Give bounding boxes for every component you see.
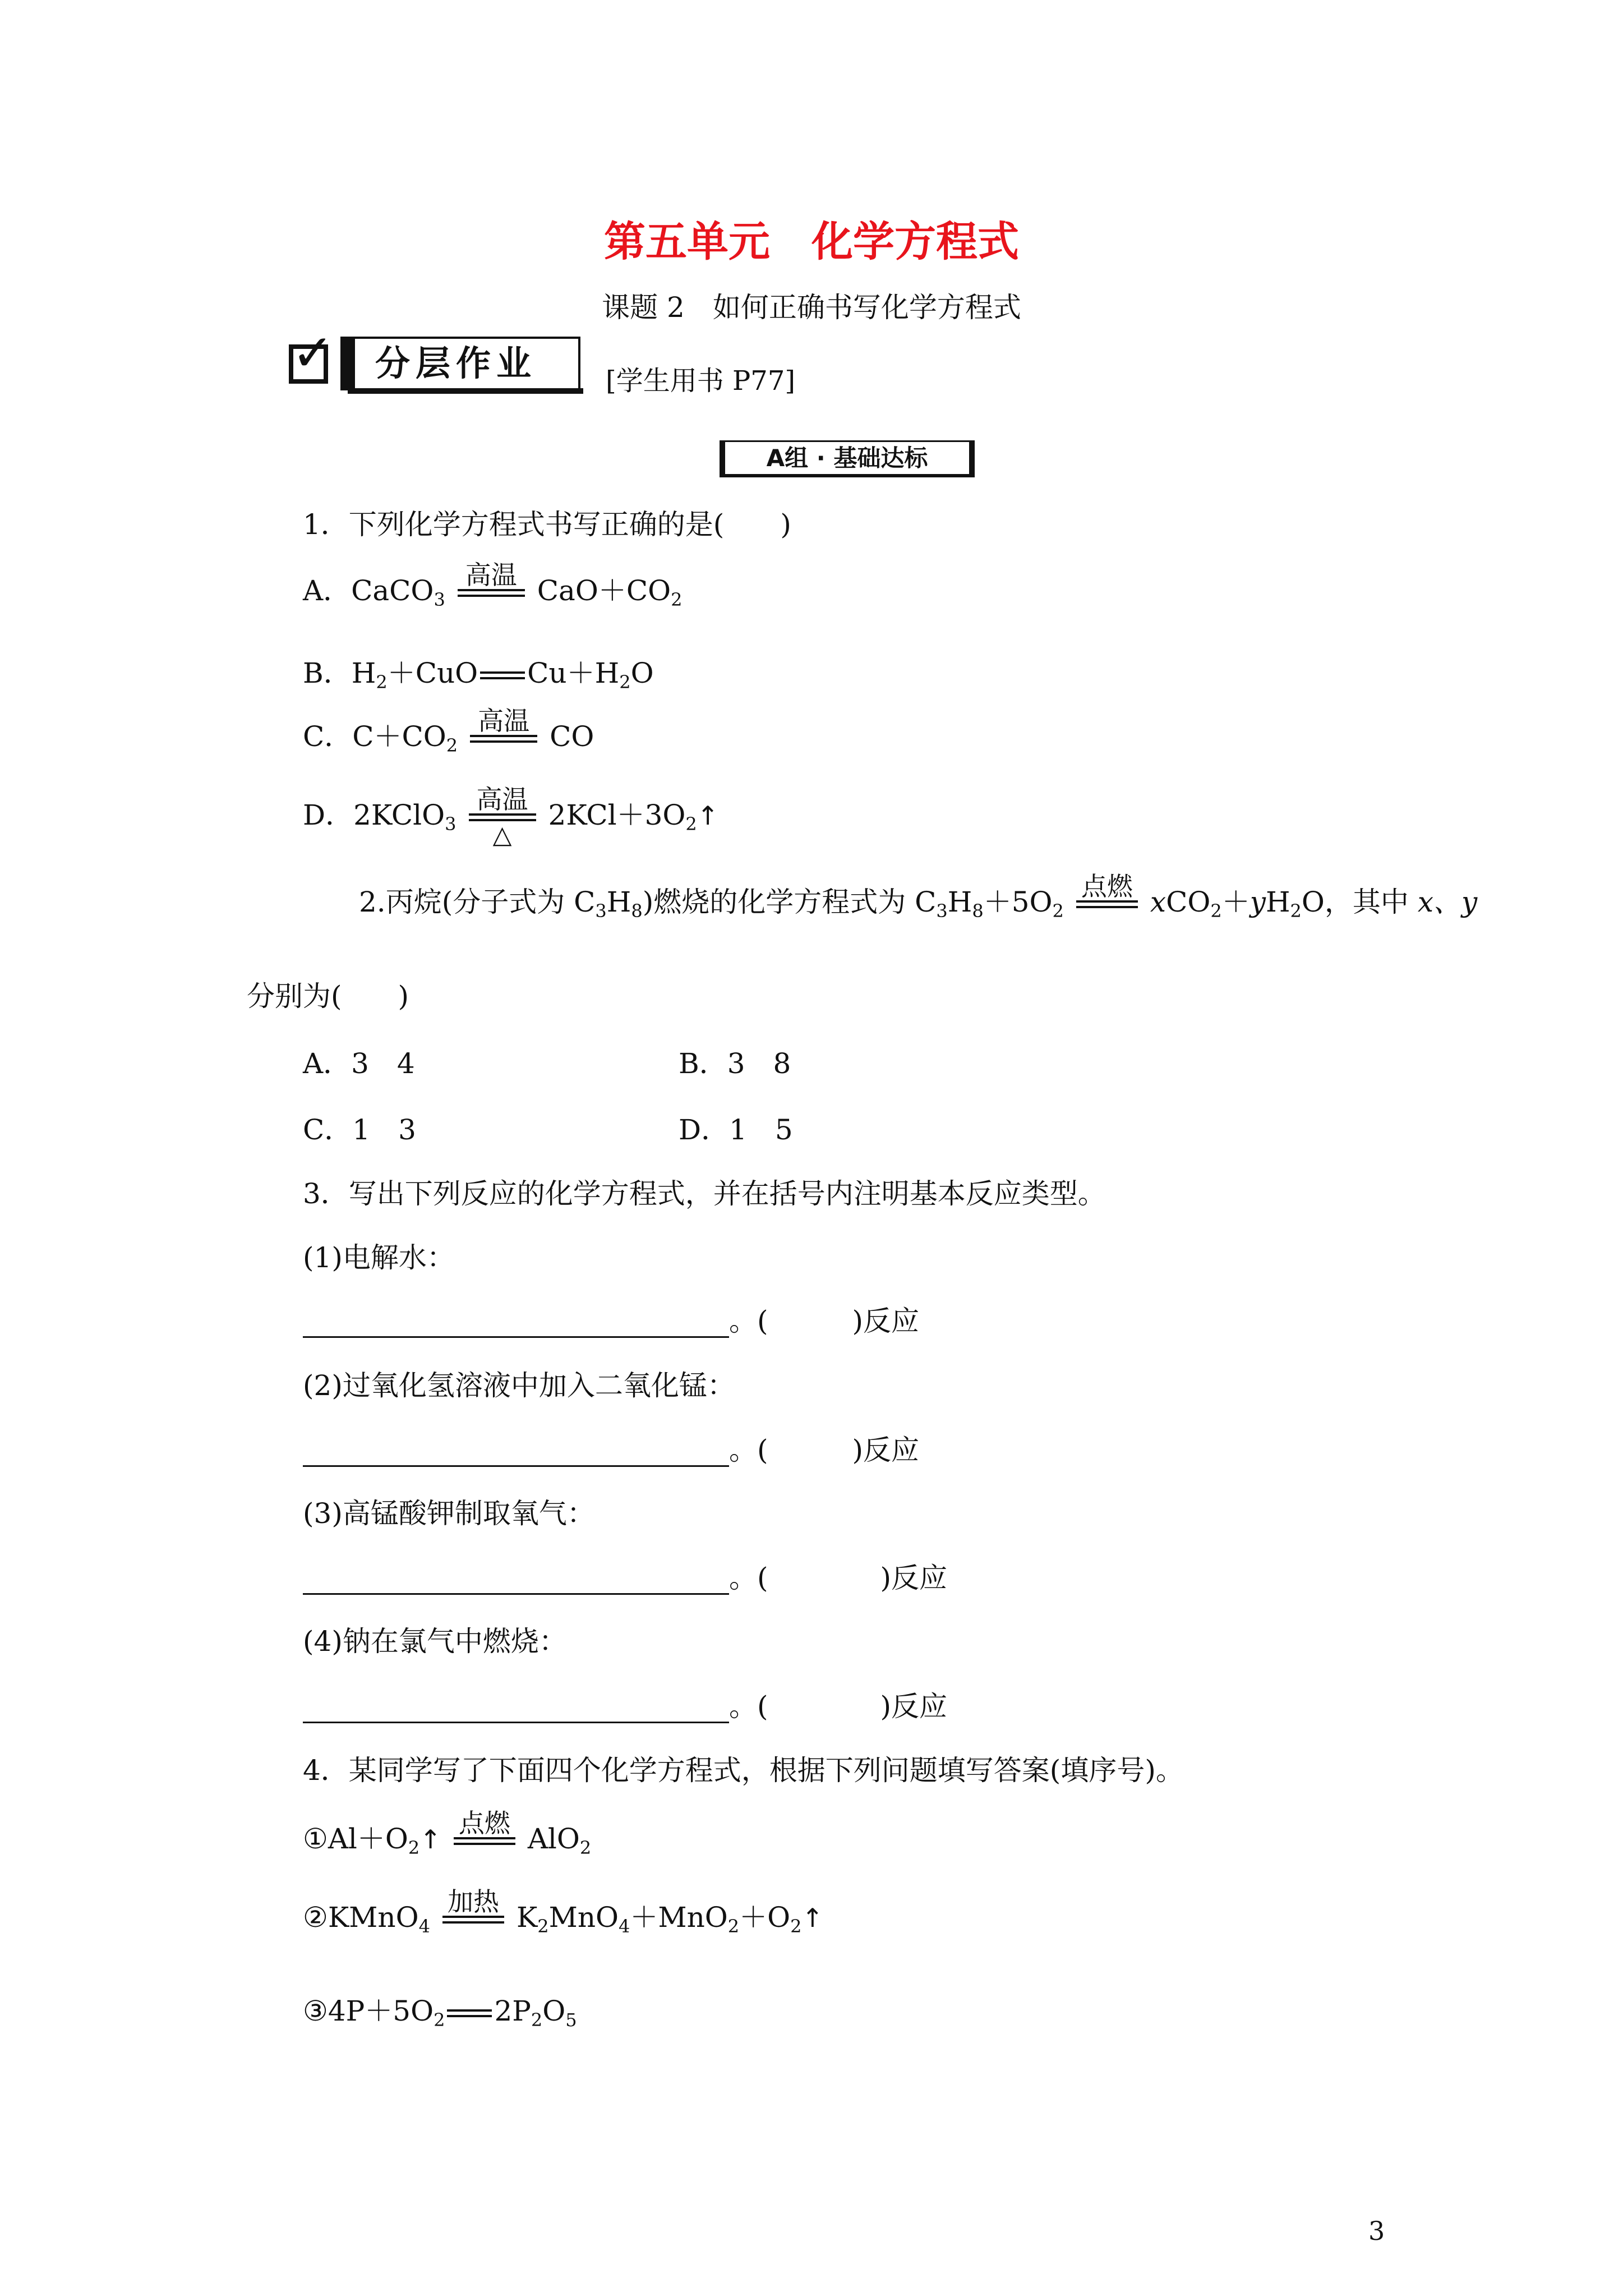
q4-equation-3: $③4P+5O_2$ $2P_2O_5$ xyxy=(303,1995,577,2031)
equals-sign xyxy=(480,671,525,679)
q1-c-label: C． xyxy=(303,720,353,753)
equals-sign xyxy=(447,2009,492,2017)
q3-part-4-answer xyxy=(303,1690,947,1723)
q2-option-a: A．3 4 xyxy=(303,1047,415,1080)
reaction-arrow xyxy=(1076,872,1138,936)
q1-b-label: B． xyxy=(303,657,352,689)
q2-stem: 2.丙烷(分子式为 $C_3H_8$)燃烧的化学方程式为 $C_3H_8+5O_2$ 点燃 $xCO_2+yH_2O$，其中 x、y xyxy=(359,872,1477,936)
q2-vars: x、y xyxy=(1417,886,1478,918)
condition-text: 高温 xyxy=(465,560,517,590)
book-reference: [学生用书 P77] xyxy=(606,365,796,397)
page-title: 第五单元 化学方程式 xyxy=(604,218,1019,266)
gas-arrow-icon: ↑ xyxy=(419,1824,441,1855)
q1-option-b: B．$H_2+CuO$ $Cu+H_2O$ xyxy=(303,657,654,693)
q3-part-2-answer xyxy=(303,1433,919,1467)
section-label-box xyxy=(340,337,580,390)
q4-equation-2: ②KMnO$_4$ 加热 $K_2MnO_4+MnO_2+O_2↑$ xyxy=(303,1888,823,1952)
label-bar xyxy=(343,339,355,388)
answer-blank[interactable] xyxy=(303,1565,729,1595)
answer-blank[interactable] xyxy=(303,1308,729,1338)
q3-part-1-label: (1)电解水： xyxy=(303,1241,455,1274)
q1-option-a: A．CaCO$_3$ 高温 $CaO+CO_2$ xyxy=(303,561,682,625)
section-label: 分层作业 xyxy=(375,343,537,384)
answer-blank[interactable] xyxy=(303,1694,729,1723)
q3-part-3-tail: 。( )反应 xyxy=(729,1562,948,1594)
condition-text: 加热 xyxy=(447,1887,499,1917)
gas-arrow-icon: ↑ xyxy=(697,800,719,831)
q4-stem: 4．某同学写了下面四个化学方程式，根据下列问题填写答案(填序号)。 xyxy=(303,1754,1184,1787)
q2-option-c: C．1 3 xyxy=(303,1114,416,1146)
q3-part-1-tail: 。( )反应 xyxy=(729,1305,920,1337)
q1-d-label: D． xyxy=(303,799,354,831)
q3-part-2-tail: 。( )反应 xyxy=(729,1434,920,1466)
q4-equation-1: $①Al+O_2↑$ 点燃 AlO$_2$ xyxy=(303,1809,591,1873)
q3-stem: 3．写出下列反应的化学方程式，并在括号内注明基本反应类型。 xyxy=(303,1177,1106,1210)
condition-text: 点燃 xyxy=(458,1808,510,1838)
q1-a-label: A． xyxy=(303,574,352,607)
q2-option-b: B．3 8 xyxy=(679,1047,791,1080)
q3-part-3-answer xyxy=(303,1561,947,1595)
reaction-arrow xyxy=(442,1888,504,1952)
condition-text: 点燃 xyxy=(1081,871,1133,901)
answer-blank[interactable] xyxy=(303,1437,729,1467)
q2-stem-pre: 2.丙烷(分子式为 xyxy=(359,886,574,918)
group-label: A组 · 基础达标 xyxy=(720,440,975,474)
reaction-arrow xyxy=(458,561,525,625)
condition-text: 高温 xyxy=(478,706,530,736)
q1-option-c: C．$C+CO_2$ 高温 CO xyxy=(303,707,594,771)
condition-text: 高温 xyxy=(476,784,528,815)
lesson-subtitle: 课题 2 如何正确书写化学方程式 xyxy=(602,291,1021,324)
reaction-arrow xyxy=(469,785,536,849)
reaction-arrow xyxy=(470,707,537,771)
q3-part-2-label: (2)过氧化氢溶液中加入二氧化锰： xyxy=(303,1369,735,1402)
q2-option-d: D．1 5 xyxy=(679,1114,793,1146)
q3-part-4-label: (4)钠在氯气中燃烧： xyxy=(303,1625,567,1658)
q3-part-3-label: (3)高锰酸钾制取氧气： xyxy=(303,1497,595,1530)
heat-symbol: △ xyxy=(492,821,512,849)
q2-stem-post: ，其中 xyxy=(1324,886,1418,918)
q2-stem-mid: )燃烧的化学方程式为 xyxy=(642,886,915,918)
q3-part-1-answer xyxy=(303,1304,919,1338)
gas-arrow-icon: ↑ xyxy=(801,1903,824,1933)
q1-stem: 1．下列化学方程式书写正确的是( ) xyxy=(303,508,791,541)
q3-part-4-tail: 。( )反应 xyxy=(729,1690,948,1723)
reaction-arrow xyxy=(454,1809,515,1873)
q2-stem-cont: 分别为( ) xyxy=(247,980,409,1013)
page-number: 3 xyxy=(1368,2216,1385,2246)
q1-option-d: D．2KClO$_3$ 高温 △ $2KCl+3O_2↑$ xyxy=(303,784,719,849)
checkmark-icon: ✓ xyxy=(292,324,334,383)
